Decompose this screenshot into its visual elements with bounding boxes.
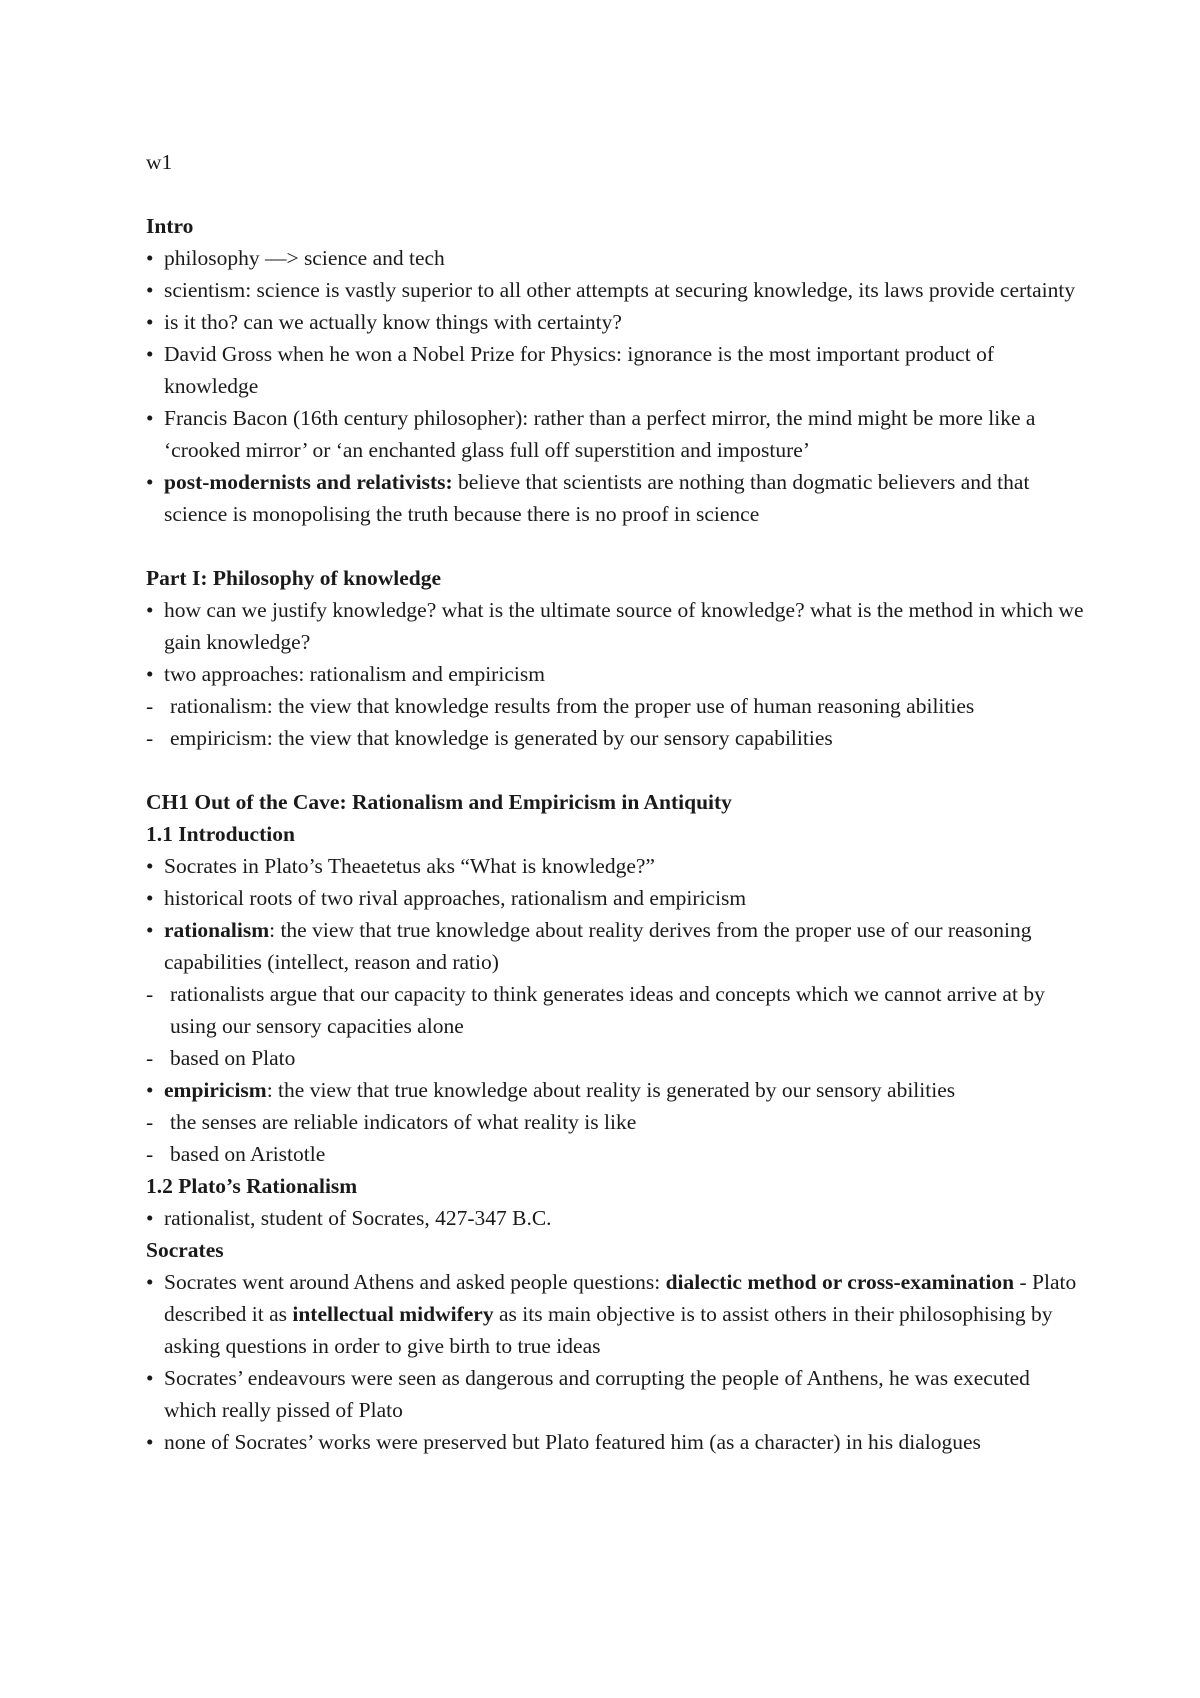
bullet-item (146, 850, 1086, 882)
item-text: rationalists argue that our capacity to think generates ideas and concepts which we cannot arrive at by using our sensory capacities alone (170, 982, 1045, 1038)
item-text: Socrates in Plato’s Theaetetus aks “What is knowledge?” (164, 854, 655, 878)
socrates-item-dialectic (146, 1266, 1086, 1362)
dash-item (146, 978, 1086, 1042)
bullet-marker: • (146, 278, 154, 302)
item-text: philosophy —> science and tech (164, 246, 445, 270)
item-text: Socrates’ endeavours were seen as dangerous and corrupting the people of Anthens, he was executed which really pissed of Plato (164, 1366, 1030, 1422)
ch1-heading: CH1 Out of the Cave: Rationalism and Empiricism in Antiquity (146, 790, 732, 814)
item-text: David Gross when he won a Nobel Prize for Physics: ignorance is the most important product of knowledge (164, 342, 994, 398)
page-label: w1 (146, 150, 173, 174)
bullet-item (146, 306, 1086, 338)
item-text: is it tho? can we actually know things with certainty? (164, 310, 622, 334)
socrates-heading: Socrates (146, 1238, 224, 1262)
bullet-item (146, 1426, 1086, 1458)
dash-marker: - (146, 694, 154, 718)
dash-marker: - (146, 726, 154, 750)
item-text: Francis Bacon (16th century philosopher): rather than a perfect mirror, the mind might be more like a ‘crooked mirror’ or ‘an enchanted glass full off superstition and imposture’ (164, 406, 1036, 462)
bullet-marker: • (146, 342, 154, 366)
item-text: historical roots of two rival approaches, rationalism and empiricism (164, 886, 747, 910)
intro-list (146, 242, 1086, 530)
document-page (146, 146, 1086, 1458)
part1-heading: Part I: Philosophy of knowledge (146, 566, 442, 590)
bullet-item (146, 242, 1086, 274)
section-1-1-list (146, 850, 1086, 1170)
bullet-marker: • (146, 1270, 154, 1294)
dash-marker: - (146, 1110, 154, 1134)
bullet-marker: • (146, 854, 154, 878)
bullet-marker: • (146, 470, 154, 494)
bullet-marker: • (146, 1078, 154, 1102)
socrates-list (146, 1362, 1086, 1458)
dash-item (146, 1106, 1086, 1138)
section-1-2-heading: 1.2 Plato’s Rationalism (146, 1174, 358, 1198)
section-1-2-list (146, 1202, 1086, 1234)
bullet-marker: • (146, 310, 154, 334)
bullet-marker: • (146, 246, 154, 270)
bullet-item (146, 1074, 1086, 1106)
item-text: rationalist, student of Socrates, 427-347 B.C. (164, 1206, 552, 1230)
item-text: the senses are reliable indicators of what reality is like (170, 1110, 637, 1134)
item-text: : the view that true knowledge about reality derives from the proper use of our reasoning capabilities (intellect, reason and ratio) (164, 918, 1032, 974)
spacer (146, 178, 1086, 210)
intro-heading: Intro (146, 214, 194, 238)
spacer (146, 754, 1086, 786)
dash-item (146, 1042, 1086, 1074)
section-1-1-heading: 1.1 Introduction (146, 822, 295, 846)
bullet-item (146, 402, 1086, 466)
bullet-marker: • (146, 406, 154, 430)
item-text: based on Aristotle (170, 1142, 326, 1166)
bullet-marker: • (146, 1366, 154, 1390)
item-text: - Plato described it as (164, 1270, 1077, 1326)
item-text: none of Socrates’ works were preserved but Plato featured him (as a character) in his dialogues (164, 1430, 981, 1454)
dash-item (146, 690, 1086, 722)
bullet-marker: • (146, 662, 154, 686)
bullet-marker: • (146, 918, 154, 942)
item-bold: post-modernists and relativists: (164, 470, 453, 494)
item-text: Socrates went around Athens and asked people questions: (164, 1270, 666, 1294)
dash-marker: - (146, 1142, 154, 1166)
item-text: based on Plato (170, 1046, 296, 1070)
item-text: as its main objective is to assist others in their philosophising by asking questions in order to give birth to true ideas (164, 1302, 1053, 1358)
dash-marker: - (146, 1046, 154, 1070)
item-text: rationalism: the view that knowledge results from the proper use of human reasoning abilities (170, 694, 975, 718)
item-bold: empiricism (164, 1078, 267, 1102)
bullet-item (146, 594, 1086, 658)
bullet-marker: • (146, 1430, 154, 1454)
dash-marker: - (146, 982, 154, 1006)
item-bold: dialectic method or cross-examination (665, 1270, 1015, 1294)
bullet-item (146, 882, 1086, 914)
item-text: two approaches: rationalism and empiricism (164, 662, 545, 686)
dash-item (146, 1138, 1086, 1170)
item-bold: rationalism (164, 918, 270, 942)
item-text: how can we justify knowledge? what is the ultimate source of knowledge? what is the method in which we gain knowledge? (164, 598, 1084, 654)
bullet-item (146, 658, 1086, 690)
dash-item (146, 722, 1086, 754)
bullet-marker: • (146, 886, 154, 910)
item-text: empiricism: the view that knowledge is generated by our sensory capabilities (170, 726, 833, 750)
bullet-item (146, 914, 1086, 978)
bullet-item (146, 338, 1086, 402)
bullet-marker: • (146, 598, 154, 622)
item-text: scientism: science is vastly superior to all other attempts at securing knowledge, its laws provide certainty (164, 278, 1076, 302)
part1-list (146, 594, 1086, 754)
item-text: believe that scientists are nothing than dogmatic believers and that science is monopolising the truth because there is no proof in science (164, 470, 1030, 526)
item-bold: intellectual midwifery (292, 1302, 494, 1326)
bullet-item (146, 274, 1086, 306)
bullet-item (146, 1362, 1086, 1426)
bullet-item (146, 466, 1086, 530)
bullet-marker: • (146, 1206, 154, 1230)
bullet-item (146, 1202, 1086, 1234)
item-text: : the view that true knowledge about reality is generated by our sensory abilities (266, 1078, 956, 1102)
spacer (146, 530, 1086, 562)
